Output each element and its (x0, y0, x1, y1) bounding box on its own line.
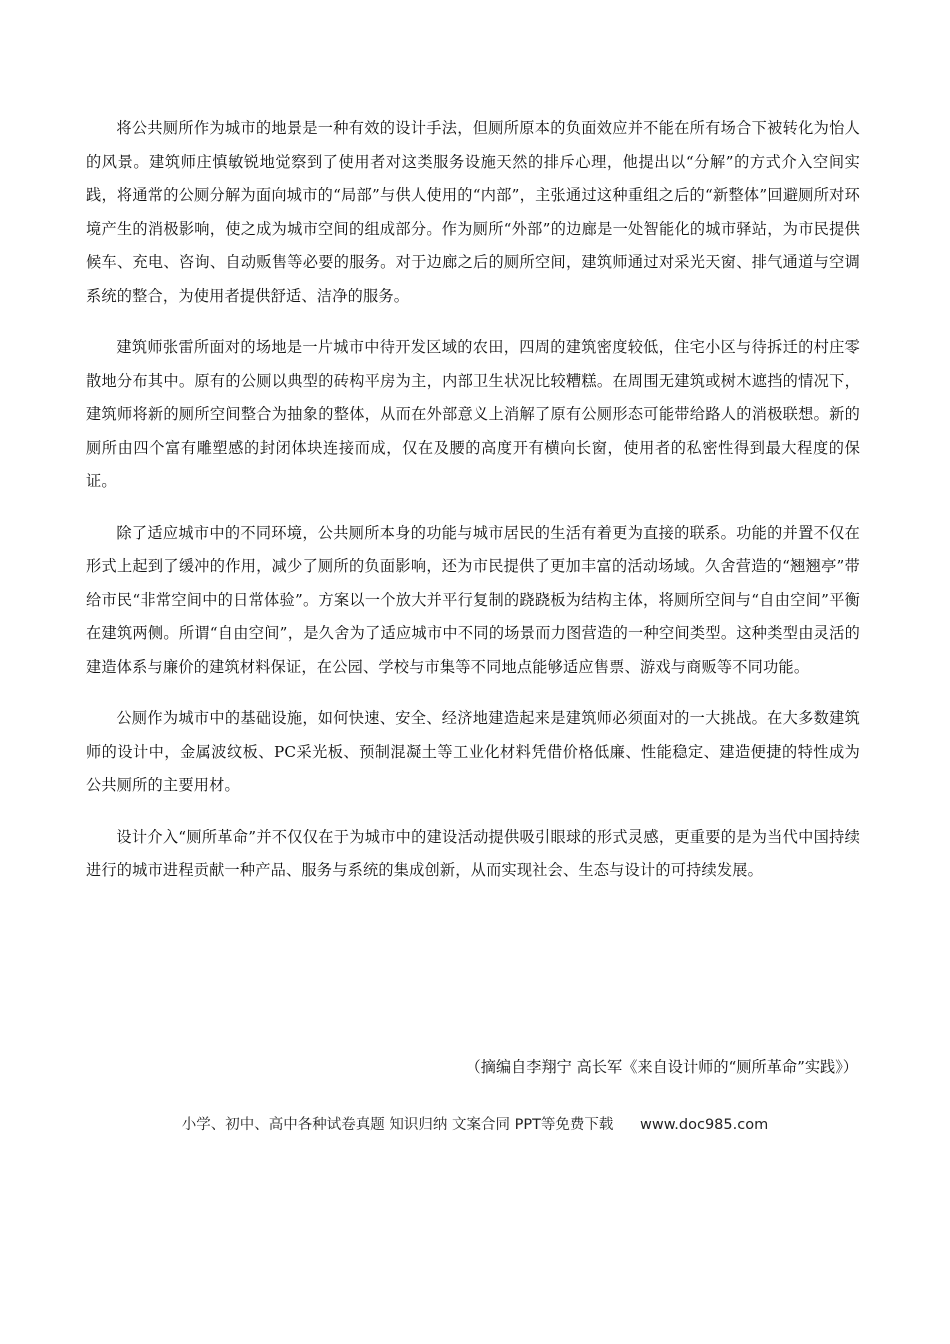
footer-text: 小学、初中、高中各种试卷真题 知识归纳 文案合同 PPT等免费下载 (181, 1117, 614, 1133)
footer-url[interactable]: www.doc985.com (640, 1117, 769, 1133)
source-citation: （摘编自李翔宁 高长军《来自设计师的“厕所革命”实践》） (465, 1058, 858, 1076)
paragraph-2: 建筑师张雷所面对的场地是一片城市中待开发区域的农田，四周的建筑密度较低，住宅小区与待拆迁的村庄零散地分布其中。原有的公厕以典型的砖构平房为主，内部卫生状况比较糟糕。在周围无建筑或树木遮挡的情况下，建筑师将新的厕所空间整合为抽象的整体，从而在外部意义上消解了原有公厕形态可能带给路人的消极联想。新的厕所由四个富有雕塑感的封闭体块连接而成，仅在及腰的高度开有横向长窗，使用者的私密性得到最大程度的保证。 (86, 338, 860, 490)
paragraph-1: 将公共厕所作为城市的地景是一种有效的设计手法，但厕所原本的负面效应并不能在所有场合下被转化为怡人的风景。建筑师庄慎敏锐地觉察到了使用者对这类服务设施天然的排斥心理，他提出以“分解”的方式介入空间实践，将通常的公厕分解为面向城市的“局部”与供人使用的“内部”，主张通过这种重组之后的“新整体”回避厕所对环境产生的消极影响，使之成为城市空间的组成部分。作为厕所“外部”的边廊是一处智能化的城市驿站，为市民提供候车、充电、咨询、自动贩售等必要的服务。对于边廊之后的厕所空间，建筑师通过对采光天窗、排气通道与空调系统的整合，为使用者提供舒适、洁净的服务。 (86, 119, 860, 305)
article-body (86, 112, 860, 906)
paragraph-5: 设计介入“厕所革命”并不仅仅在于为城市中的建设活动提供吸引眼球的形式灵感，更重要的是为当代中国持续进行的城市进程贡献一种产品、服务与系统的集成创新，从而实现社会、生态与设计的可持续发展。 (86, 827, 860, 879)
paragraph-4: 公厕作为城市中的基础设施，如何快速、安全、经济地建造起来是建筑师必须面对的一大挑战。在大多数建筑师的设计中，金属波纹板、PC采光板、预制混凝土等工业化材料凭借价格低廉、性能稳定、建造便捷的特性成为公共厕所的主要用材。 (86, 709, 860, 794)
paragraph-3: 除了适应城市中的不同环境，公共厕所本身的功能与城市居民的生活有着更为直接的联系。功能的并置不仅在形式上起到了缓冲的作用，减少了厕所的负面影响，还为市民提供了更加丰富的活动场域。久舍营造的“翘翘亭”带给市民“非常空间中的日常体验”。方案以一个放大并平行复制的跷跷板为结构主体，将厕所空间与“自由空间”平衡在建筑两侧。所谓“自由空间”，是久舍为了适应城市中不同的场景而力图营造的一种空间类型。这种类型由灵活的建造体系与廉价的建筑材料保证，在公园、学校与市集等不同地点能够适应售票、游戏与商贩等不同功能。 (86, 523, 860, 676)
page-footer (0, 1112, 950, 1138)
